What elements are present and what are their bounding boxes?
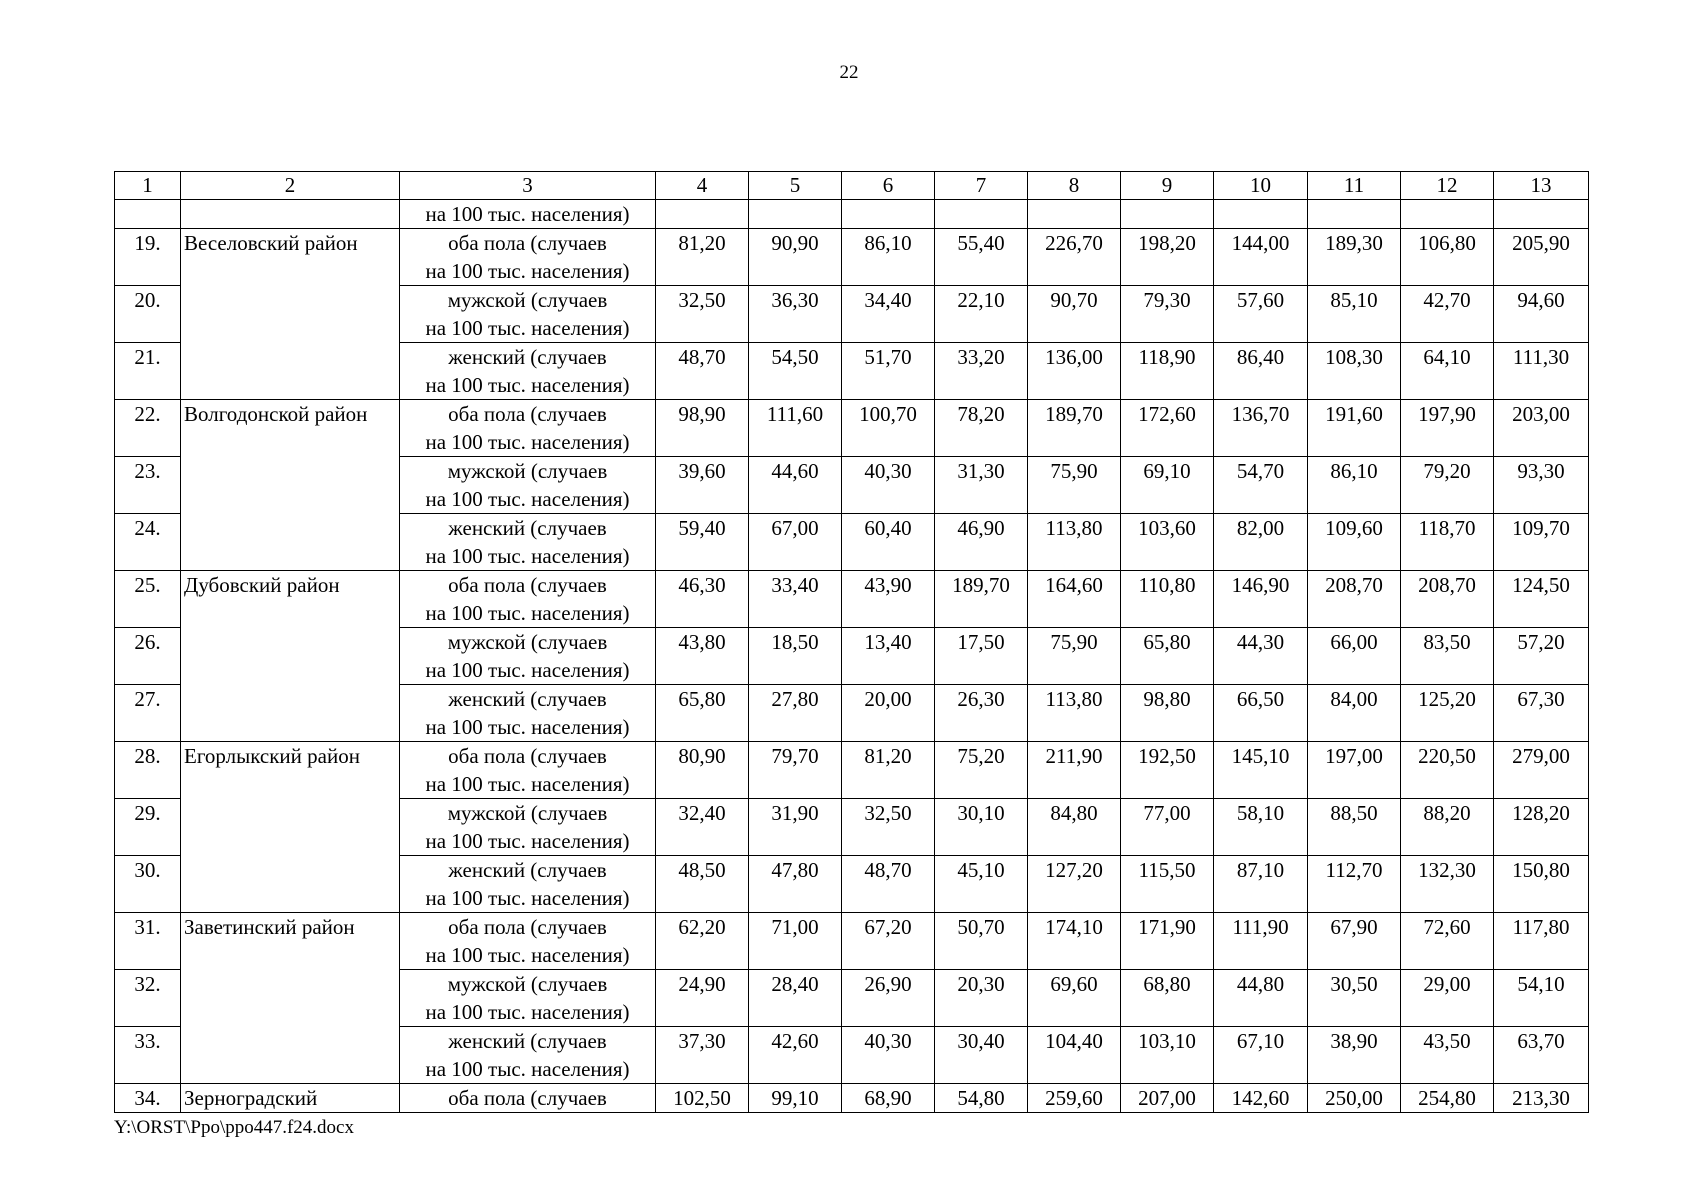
row-number-cell: 26. [115,628,181,685]
value-cell: 69,60 [1028,970,1121,1027]
row-number-cell: 30. [115,856,181,913]
value-cell: 72,60 [1401,913,1494,970]
indicator-line: на 100 тыс. населения) [425,373,630,397]
value-cell: 90,90 [749,229,842,286]
indicator-cell [400,400,656,457]
indicator-line: на 100 тыс. населения) [425,601,630,625]
value-cell: 197,00 [1308,742,1401,799]
indicator-line: оба пола (случаев [448,744,607,768]
footer-file-path: Y:\ORST\Ppo\ppo447.f24.docx [114,1117,354,1138]
value-cell: 20,30 [935,970,1028,1027]
value-cell: 106,80 [1401,229,1494,286]
value-cell: 69,10 [1121,457,1214,514]
value-cell: 80,90 [656,742,749,799]
indicator-cell [400,286,656,343]
value-cell: 13,40 [842,628,935,685]
value-cell: 111,30 [1494,343,1589,400]
indicator-cell [400,628,656,685]
indicator-line: на 100 тыс. населения) [425,715,630,739]
value-cell: 54,80 [935,1084,1028,1113]
value-cell: 86,10 [842,229,935,286]
value-cell: 48,70 [842,856,935,913]
value-cell: 128,20 [1494,799,1589,856]
continuation-row [115,200,1589,229]
row-number-cell: 29. [115,799,181,856]
district-cell: Зерноградский [181,1084,400,1113]
value-cell: 132,30 [1401,856,1494,913]
indicator-line: на 100 тыс. населения) [425,658,630,682]
indicator-line: на 100 тыс. населения) [425,316,630,340]
value-cell: 62,20 [656,913,749,970]
value-cell: 207,00 [1121,1084,1214,1113]
value-cell: 254,80 [1401,1084,1494,1113]
value-cell: 54,50 [749,343,842,400]
table-row [115,571,1589,628]
value-cell: 81,20 [656,229,749,286]
indicator-line: оба пола (случаев [448,1086,607,1110]
value-cell: 142,60 [1214,1084,1308,1113]
header-cell: 4 [656,172,749,200]
value-cell: 84,00 [1308,685,1401,742]
value-cell: 57,20 [1494,628,1589,685]
value-cell: 98,90 [656,400,749,457]
value-cell: 94,60 [1494,286,1589,343]
value-cell: 20,00 [842,685,935,742]
value-cell [1401,200,1494,229]
indicator-line: мужской (случаев [447,459,608,483]
value-cell: 66,50 [1214,685,1308,742]
indicator-cell [400,1027,656,1084]
value-cell: 36,30 [749,286,842,343]
indicator-line: оба пола (случаев [448,573,607,597]
value-cell: 34,40 [842,286,935,343]
value-cell: 63,70 [1494,1027,1589,1084]
indicator-cell [400,856,656,913]
value-cell: 85,10 [1308,286,1401,343]
value-cell: 111,90 [1214,913,1308,970]
value-cell: 75,90 [1028,457,1121,514]
value-cell: 47,80 [749,856,842,913]
value-cell: 71,00 [749,913,842,970]
indicator-cell [400,229,656,286]
indicator-line: оба пола (случаев [448,915,607,939]
value-cell: 198,20 [1121,229,1214,286]
value-cell: 103,60 [1121,514,1214,571]
value-cell: 45,10 [935,856,1028,913]
value-cell: 28,40 [749,970,842,1027]
value-cell: 117,80 [1494,913,1589,970]
table-header [115,172,1589,200]
indicator-cell [400,685,656,742]
value-cell: 191,60 [1308,400,1401,457]
value-cell: 32,50 [842,799,935,856]
value-cell: 86,10 [1308,457,1401,514]
header-cell: 1 [115,172,181,200]
indicator-line: мужской (случаев [447,630,608,654]
value-cell: 171,90 [1121,913,1214,970]
value-cell: 208,70 [1401,571,1494,628]
table-row [115,742,1589,799]
indicator-cell [400,514,656,571]
value-cell: 203,00 [1494,400,1589,457]
value-cell: 51,70 [842,343,935,400]
value-cell: 64,10 [1401,343,1494,400]
header-cell: 11 [1308,172,1401,200]
value-cell: 24,90 [656,970,749,1027]
value-cell: 189,30 [1308,229,1401,286]
value-cell: 164,60 [1028,571,1121,628]
value-cell: 17,50 [935,628,1028,685]
value-cell: 112,70 [1308,856,1401,913]
value-cell: 115,50 [1121,856,1214,913]
value-cell: 79,30 [1121,286,1214,343]
value-cell: 37,30 [656,1027,749,1084]
value-cell: 113,80 [1028,514,1121,571]
indicator-line: женский (случаев [448,1029,607,1053]
indicator-cell [400,799,656,856]
value-cell: 22,10 [935,286,1028,343]
value-cell: 111,60 [749,400,842,457]
table-row [115,229,1589,286]
header-cell: 5 [749,172,842,200]
value-cell: 98,80 [1121,685,1214,742]
value-cell [656,200,749,229]
value-cell: 67,20 [842,913,935,970]
value-cell: 26,90 [842,970,935,1027]
indicator-line: оба пола (случаев [448,402,607,426]
value-cell: 77,00 [1121,799,1214,856]
row-number-cell: 28. [115,742,181,799]
page-number: 22 [839,62,859,83]
indicator-line: на 100 тыс. населения) [425,544,630,568]
district-cell: Егорлыкский район [181,742,400,913]
value-cell: 18,50 [749,628,842,685]
value-cell: 208,70 [1308,571,1401,628]
indicator-cell [400,1084,656,1113]
value-cell: 250,00 [1308,1084,1401,1113]
row-number-cell: 20. [115,286,181,343]
header-cell: 6 [842,172,935,200]
value-cell: 54,10 [1494,970,1589,1027]
value-cell: 144,00 [1214,229,1308,286]
row-number-cell: 19. [115,229,181,286]
value-cell [1214,200,1308,229]
value-cell: 30,50 [1308,970,1401,1027]
value-cell: 103,10 [1121,1027,1214,1084]
indicator-line: женский (случаев [448,858,607,882]
value-cell [842,200,935,229]
row-number-cell: 27. [115,685,181,742]
value-cell: 87,10 [1214,856,1308,913]
value-cell: 226,70 [1028,229,1121,286]
header-cell: 12 [1401,172,1494,200]
value-cell: 67,90 [1308,913,1401,970]
value-cell: 99,10 [749,1084,842,1113]
value-cell: 75,20 [935,742,1028,799]
value-cell: 82,00 [1214,514,1308,571]
value-cell: 30,40 [935,1027,1028,1084]
value-cell: 55,40 [935,229,1028,286]
indicator-line: мужской (случаев [447,972,608,996]
indicator-cell [400,742,656,799]
indicator-line: на 100 тыс. населения) [425,886,630,910]
value-cell: 39,60 [656,457,749,514]
value-cell: 109,70 [1494,514,1589,571]
indicator-line: на 100 тыс. населения) [425,829,630,853]
value-cell: 67,10 [1214,1027,1308,1084]
header-cell: 3 [400,172,656,200]
indicator-cell [400,970,656,1027]
value-cell: 48,70 [656,343,749,400]
value-cell: 67,00 [749,514,842,571]
district-cell: Заветинский район [181,913,400,1084]
value-cell: 189,70 [935,571,1028,628]
row-number-cell: 34. [115,1084,181,1113]
indicator-cell: на 100 тыс. населения) [400,200,656,229]
value-cell [749,200,842,229]
value-cell: 79,70 [749,742,842,799]
value-cell: 32,40 [656,799,749,856]
indicator-line: на 100 тыс. населения) [425,1000,630,1024]
value-cell: 46,30 [656,571,749,628]
value-cell: 88,20 [1401,799,1494,856]
value-cell: 127,20 [1028,856,1121,913]
value-cell: 108,30 [1308,343,1401,400]
table-row [115,1084,1589,1113]
indicator-line: на 100 тыс. населения) [425,487,630,511]
indicator-line: мужской (случаев [447,801,608,825]
value-cell: 43,90 [842,571,935,628]
value-cell: 68,90 [842,1084,935,1113]
row-number-cell [115,200,181,229]
header-row [115,172,1589,200]
value-cell: 102,50 [656,1084,749,1113]
indicator-line: на 100 тыс. населения) [425,430,630,454]
indicator-line: женский (случаев [448,687,607,711]
value-cell: 50,70 [935,913,1028,970]
value-cell: 205,90 [1494,229,1589,286]
value-cell: 75,90 [1028,628,1121,685]
value-cell: 86,40 [1214,343,1308,400]
row-number-cell: 25. [115,571,181,628]
value-cell: 104,40 [1028,1027,1121,1084]
indicator-line: женский (случаев [448,516,607,540]
value-cell: 26,30 [935,685,1028,742]
header-cell: 2 [181,172,400,200]
value-cell: 136,70 [1214,400,1308,457]
value-cell: 58,10 [1214,799,1308,856]
row-number-cell: 22. [115,400,181,457]
value-cell: 118,70 [1401,514,1494,571]
value-cell: 172,60 [1121,400,1214,457]
value-cell: 279,00 [1494,742,1589,799]
value-cell: 54,70 [1214,457,1308,514]
value-cell: 197,90 [1401,400,1494,457]
value-cell: 124,50 [1494,571,1589,628]
row-number-cell: 32. [115,970,181,1027]
indicator-line: на 100 тыс. населения) [425,772,630,796]
value-cell: 136,00 [1028,343,1121,400]
value-cell: 65,80 [656,685,749,742]
district-cell [181,200,400,229]
value-cell [935,200,1028,229]
value-cell: 109,60 [1308,514,1401,571]
value-cell: 88,50 [1308,799,1401,856]
value-cell: 146,90 [1214,571,1308,628]
table-row [115,913,1589,970]
value-cell: 44,60 [749,457,842,514]
value-cell: 31,90 [749,799,842,856]
value-cell: 40,30 [842,457,935,514]
value-cell: 65,80 [1121,628,1214,685]
value-cell: 93,30 [1494,457,1589,514]
value-cell: 57,60 [1214,286,1308,343]
value-cell [1494,200,1589,229]
value-cell: 213,30 [1494,1084,1589,1113]
row-number-cell: 31. [115,913,181,970]
value-cell: 259,60 [1028,1084,1121,1113]
value-cell: 48,50 [656,856,749,913]
value-cell [1028,200,1121,229]
indicator-line: мужской (случаев [447,288,608,312]
value-cell: 150,80 [1494,856,1589,913]
indicator-line: женский (случаев [448,345,607,369]
value-cell: 174,10 [1028,913,1121,970]
indicator-line: на 100 тыс. населения) [425,1057,630,1081]
value-cell: 44,80 [1214,970,1308,1027]
value-cell: 33,20 [935,343,1028,400]
value-cell: 118,90 [1121,343,1214,400]
indicator-line: оба пола (случаев [448,231,607,255]
header-cell: 7 [935,172,1028,200]
header-cell: 9 [1121,172,1214,200]
value-cell: 100,70 [842,400,935,457]
value-cell: 81,20 [842,742,935,799]
value-cell: 192,50 [1121,742,1214,799]
value-cell: 42,60 [749,1027,842,1084]
table-row [115,400,1589,457]
value-cell: 43,50 [1401,1027,1494,1084]
value-cell: 90,70 [1028,286,1121,343]
value-cell: 68,80 [1121,970,1214,1027]
value-cell: 27,80 [749,685,842,742]
value-cell: 189,70 [1028,400,1121,457]
value-cell: 125,20 [1401,685,1494,742]
value-cell [1121,200,1214,229]
value-cell: 32,50 [656,286,749,343]
value-cell: 220,50 [1401,742,1494,799]
district-cell: Дубовский район [181,571,400,742]
data-table [114,171,1589,1113]
indicator-line: на 100 тыс. населения) [425,943,630,967]
header-cell: 8 [1028,172,1121,200]
value-cell: 30,10 [935,799,1028,856]
row-number-cell: 33. [115,1027,181,1084]
district-cell: Веселовский район [181,229,400,400]
value-cell: 43,80 [656,628,749,685]
table-body [115,200,1589,1113]
value-cell: 38,90 [1308,1027,1401,1084]
value-cell: 33,40 [749,571,842,628]
indicator-cell [400,343,656,400]
value-cell [1308,200,1401,229]
value-cell: 31,30 [935,457,1028,514]
value-cell: 84,80 [1028,799,1121,856]
value-cell: 44,30 [1214,628,1308,685]
value-cell: 113,80 [1028,685,1121,742]
indicator-cell [400,571,656,628]
indicator-cell [400,913,656,970]
row-number-cell: 21. [115,343,181,400]
value-cell: 83,50 [1401,628,1494,685]
value-cell: 66,00 [1308,628,1401,685]
indicator-cell [400,457,656,514]
district-cell: Волгодонской район [181,400,400,571]
row-number-cell: 23. [115,457,181,514]
value-cell: 42,70 [1401,286,1494,343]
value-cell: 211,90 [1028,742,1121,799]
value-cell: 67,30 [1494,685,1589,742]
value-cell: 46,90 [935,514,1028,571]
indicator-line: на 100 тыс. населения) [425,259,630,283]
header-cell: 10 [1214,172,1308,200]
value-cell: 110,80 [1121,571,1214,628]
row-number-cell: 24. [115,514,181,571]
value-cell: 78,20 [935,400,1028,457]
value-cell: 29,00 [1401,970,1494,1027]
value-cell: 60,40 [842,514,935,571]
value-cell: 79,20 [1401,457,1494,514]
value-cell: 145,10 [1214,742,1308,799]
value-cell: 59,40 [656,514,749,571]
header-cell: 13 [1494,172,1589,200]
value-cell: 40,30 [842,1027,935,1084]
